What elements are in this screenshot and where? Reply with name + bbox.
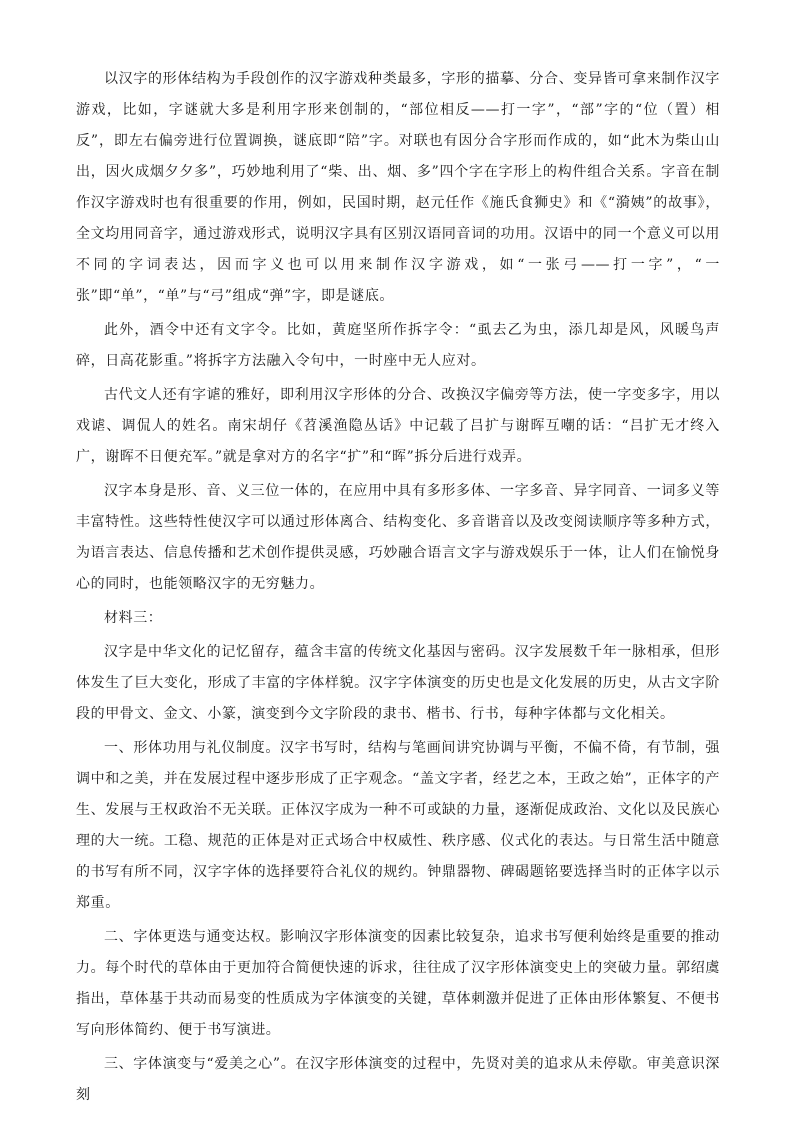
material-three-heading: 材料三：: [104, 610, 163, 626]
paragraph-wine-game: 此外，酒令中还有文字令。比如，黄庭坚所作拆字令：“虱去乙为虫，添几却是风，风暖鸟声碎，日高花影重。”将拆字方法融入令句中，一时座中无人应对。: [76, 322, 720, 369]
paragraph-section-two: 二、字体更迭与通变达权。影响汉字形体演变的因素比较复杂，追求书写便利始终是重要的推动力。每个时代的草体由于更加符合简便快速的诉求，往往成了汉字形体演变史上的突破力量。郭绍虞指出，草体基于共动而易变的性质成为字体演变的关键，草体刺激并促进了正体由形体繁复、不便书写向形体简约、便于书写演进。: [76, 929, 720, 1038]
paragraph-section-three: 三、字体演变与“爱美之心”。在汉字形体演变的过程中，先贤对美的追求从未停歇。审美意识深刻: [76, 1056, 720, 1103]
paragraph-name-teasing: 古代文人还有字谑的雅好，即利用汉字形体的分合、改换汉字偏旁等方法，使一字变多字，用以戏谑、调侃人的姓名。南宋胡仔《苕溪渔隐丛话》中记载了吕扩与谢晖互嘲的话：“吕扩无才终入广，谢晖不日便充军。”就是拿对方的名字“扩”和“晖”拆分后进行戏弄。: [76, 387, 720, 465]
paragraph-character-features: 汉字本身是形、音、义三位一体的，在应用中具有多形多体、一字多音、异字同音、一词多义等丰富特性。这些特性使汉字可以通过形体离合、结构变化、多音谐音以及改变阅读顺序等多种方式，为语言表达、信息传播和艺术创作提供灵感，巧妙融合语言文字与游戏娱乐于一体，让人们在愉悦身心的同时，也能领略汉字的无穷魅力。: [76, 483, 720, 592]
document-body: [76, 64, 720, 1114]
paragraph-section-one: 一、形体功用与礼仪制度。汉字书写时，结构与笔画间讲究协调与平衡，不偏不倚，有节制，强调中和之美，并在发展过程中逐步形成了正字观念。“盖文字者，经艺之本，王政之始”，正体字的产生、发展与王权政治不无关联。正体汉字成为一种不可或缺的力量，逐渐促成政治、文化以及民族心理的大一统。工稳、规范的正体是对正式场合中权威性、秩序感、仪式化的表达。与日常生活中随意的书写有所不同，汉字字体的选择要符合礼仪的规约。钟鼎器物、碑碣题铭要选择当时的正体字以示郑重。: [76, 740, 720, 911]
paragraph-cultural-memory: 汉字是中华文化的记忆留存，蕴含丰富的传统文化基因与密码。汉字发展数千年一脉相承，但形体发生了巨大变化，形成了丰富的字体样貌。汉字字体演变的历史也是文化发展的历史，从古文字阶段的甲骨文、金文、小篆，演变到今文字阶段的隶书、楷书、行书，每种字体都与文化相关。: [76, 644, 720, 722]
paragraph-character-games: 以汉字的形体结构为手段创作的汉字游戏种类最多，字形的描摹、分合、变异皆可拿来制作汉字游戏，比如，字谜就大多是利用字形来创制的，“部位相反——打一字”，“部”字的“位（置）相反”，即左右偏旁进行位置调换，谜底即“陪”字。对联也有因分合字形而作成的，如“此木为柴山山出，因火成烟夕夕多”，巧妙地利用了“柴、出、烟、多”四个字在字形上的构件组合关系。字音在制作汉字游戏时也有很重要的作用，例如，民国时期，赵元任作《施氏食狮史》和《“漪姨”的故事》，全文均用同音字，通过游戏形式，说明汉字具有区别汉语同音词的功用。汉语中的同一个意义可以用不同的字词表达，因而字义也可以用来制作汉字游戏，如“一张弓——打一字”，“一张”即“单”，“单”与“弓”组成“弹”字，即是谜底。: [76, 71, 720, 304]
